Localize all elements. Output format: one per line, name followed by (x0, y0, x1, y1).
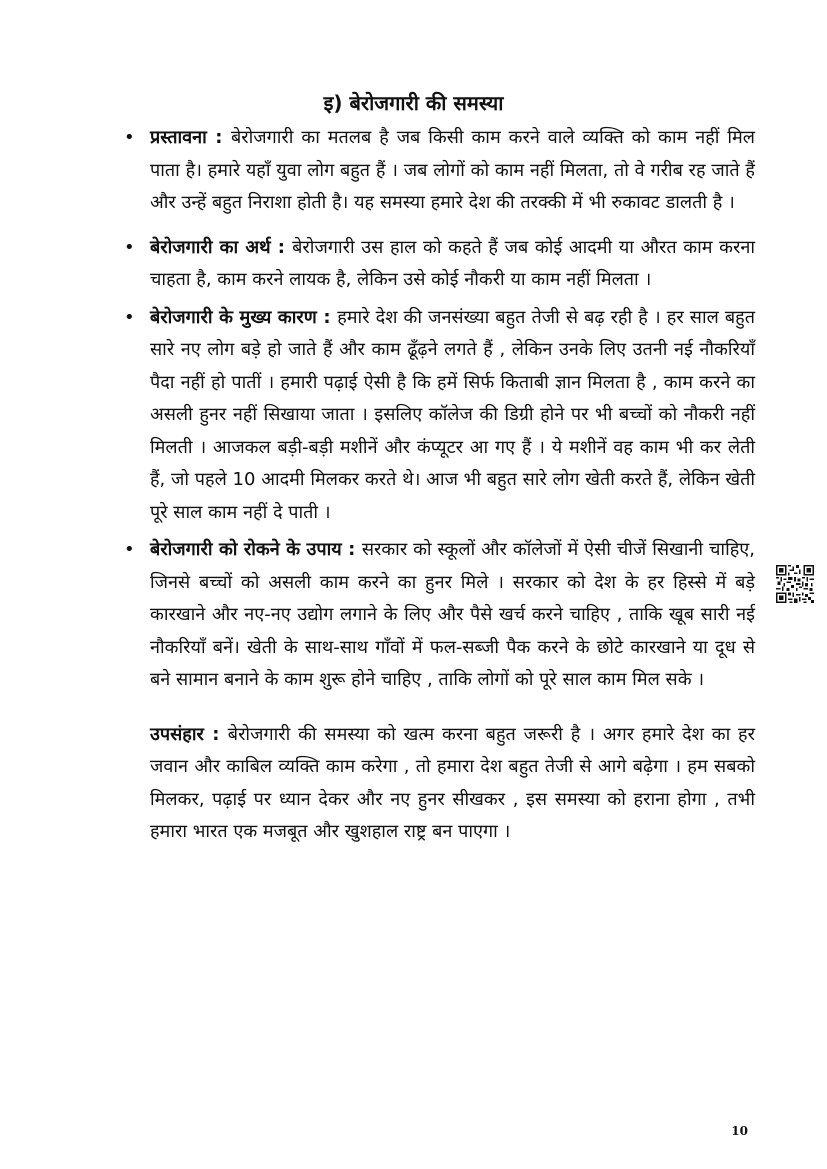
bullet-icon: • (124, 306, 135, 328)
page-title: इ) बेरोजगारी की समस्या (323, 91, 504, 115)
section-text: हमारे देश की जनसंख्या बहुत तेजी से बढ़ रही है । हर साल बहुत सारे नए लोग बड़े हो जाते हैं और काम ढूँढ़ने लगते हैं , लेकिन उनके लिए उतनी नई नौकरियाँ पैदा नहीं हो पातीं । हमारी पढ़ाई ऐसी है कि हमें सिर्फ किताबी ज्ञान मिलता है , काम करने का असली हुनर नहीं सिखाया जाता । इसलिए कॉलेज की डिग्री होने पर भी बच्चों को नौकरी नहीं मिलती । आजकल बड़ी-बड़ी मशीनें और कंप्यूटर आ गए हैं । ये मशीनें वह काम भी कर लेती हैं, जो पहले 10 आदमी मिलकर करते थे। आज भी बहुत सारे लोग खेती करते हैं, लेकिन खेती पूरे साल काम नहीं दे पाती । (150, 306, 755, 523)
bullet-icon: • (124, 539, 135, 560)
section-text: बेरोजगारी की समस्या को खत्म करना बहुत जरूरी है । अगर हमारे देश का हर जवान और काबिल व्यक्ति काम करेगा , तो हमारा देश बहुत तेजी से आगे बढ़ेगा । हम सबको मिलकर, पढ़ाई पर ध्यान देकर और नए हुनर सीखकर , इस समस्या को हराना होगा , तभी हमारा भारत एक मजबूत और खुशहाल राष्ट्र बन पाएगा । (150, 723, 755, 842)
essay-body (120, 122, 755, 849)
qr-code-icon[interactable] (776, 565, 814, 603)
section-causes (120, 302, 755, 530)
bullet-icon: • (124, 236, 135, 258)
section-introduction (120, 122, 755, 220)
section-text: बेरोजगारी उस हाल को कहते हैं जब कोई आदमी या औरत काम करना चाहता है, काम करने लायक है, लेकिन उसे कोई नौकरी या काम नहीं मिलता । (150, 236, 756, 290)
section-solutions (120, 534, 755, 697)
section-heading: बेरोजगारी के मुख्य कारण : (150, 306, 338, 328)
page-number: 10 (731, 1124, 748, 1138)
section-heading: उपसंहार : (150, 723, 228, 745)
section-heading: बेरोजगारी का अर्थ : (150, 236, 293, 258)
section-text: बेरोजगारी का मतलब है जब किसी काम करने वाले व्यक्ति को काम नहीं मिल पाता है। हमारे यहाँ युवा लोग बहुत हैं । जब लोगों को काम नहीं मिलता, तो वे गरीब रह जाते हैं और उन्हें बहुत निराशा होती है। यह समस्या हमारे देश की तरक्की में भी रुकावट डालती है । (150, 127, 755, 213)
section-meaning (120, 232, 755, 297)
section-text: सरकार को स्कूलों और कॉलेजों में ऐसी चीजें सिखानी चाहिए, जिनसे बच्चों को असली काम करने का हुनर मिले । सरकार को देश के हर हिस्से में बड़े कारखाने और नए-नए उद्योग लगाने के लिए और पैसे खर्च करने चाहिए , ताकि खूब सारी नई नौकरियाँ बनें। खेती के साथ-साथ गाँवों में फल-सब्जी पैक करने के छोटे कारखाने या दूध से बने सामान बनाने के काम शुरू होने चाहिए , ताकि लोगों को पूरे साल काम मिल सके । (150, 539, 755, 690)
section-heading: बेरोजगारी को रोकने के उपाय : (150, 539, 362, 560)
section-heading: प्रस्तावना : (150, 127, 231, 148)
bullet-icon: • (124, 127, 135, 148)
section-conclusion (120, 719, 755, 849)
